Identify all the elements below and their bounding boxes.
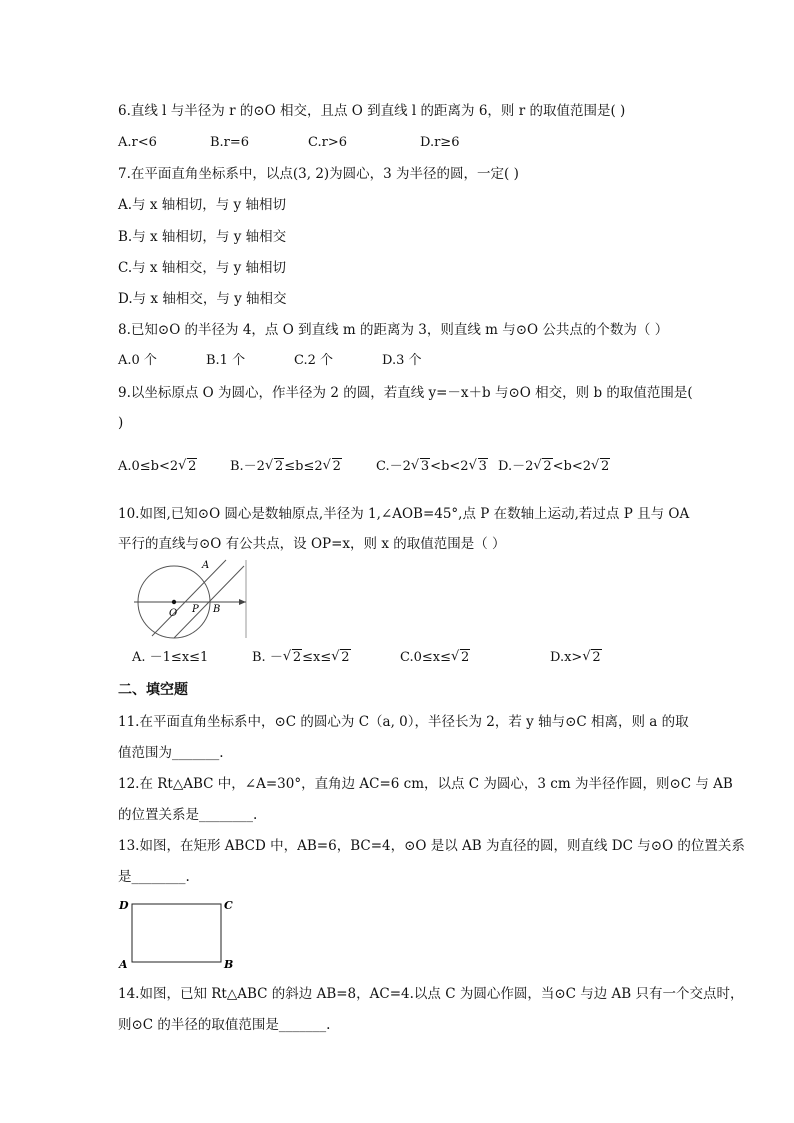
q8-stem: 8.已知⊙O 的半径为 4，点 O 到直线 m 的距离为 3，则直线 m 与⊙O 公共点的个数为（ ） [118, 322, 669, 338]
label-b: B [224, 958, 234, 970]
sqrt-symbol: √ 2 [582, 649, 601, 667]
q14-line1: 14.如图，已知 Rt△ABC 的斜边 AB=8，AC=4.以点 C 为圆心作圆，当⊙C 与边 AB 只有一个交点时， [118, 986, 744, 1002]
label-d: D [119, 899, 129, 912]
q13-figure [116, 896, 240, 970]
q9-option-b: B.－2√ 2≤b≤2√ 2 [230, 458, 342, 476]
q10-stem-line1: 10.如图,已知⊙O 圆心是数轴原点,半径为 1,∠AOB=45°,点 P 在数轴上运动,若过点 P 且与 OA [118, 506, 690, 522]
q11-line2: 值范围为_______. [118, 745, 224, 761]
q8-option-b: B.1 个 [206, 353, 246, 368]
q6-stem: 6.直线 l 与半径为 r 的⊙O 相交，且点 O 到直线 l 的距离为 6，则 r 的取值范围是( ) [118, 103, 626, 119]
sqrt-symbol: √ 2 [451, 649, 470, 667]
q6-option-a: A.r<6 [118, 135, 157, 150]
sqrt-symbol: √ 2 [331, 649, 350, 667]
section-heading: 二、填空题 [118, 682, 188, 698]
q7-stem: 7.在平面直角坐标系中，以点(3, 2)为圆心，3 为半径的圆，一定( ) [118, 166, 519, 182]
label-a: A [202, 560, 210, 571]
q13-line2: 是________. [118, 869, 190, 885]
q10-option-c: C.0≤x≤√ 2 [400, 649, 470, 667]
q10-figure [126, 558, 256, 642]
label-a: A [119, 958, 128, 970]
q12-line2: 的位置关系是________. [118, 807, 258, 823]
sqrt-symbol: √ 2 [323, 458, 342, 476]
q11-line1: 11.在平面直角坐标系中，⊙C 的圆心为 C（a, 0），半径长为 2，若 y 轴与⊙C 相离，则 a 的取 [118, 714, 689, 730]
line-oa [152, 560, 226, 636]
sqrt-symbol: √ 3 [411, 458, 430, 476]
q9-stem-line2: ) [118, 415, 124, 431]
label-o: O [169, 608, 178, 619]
q14-line2: 则⊙C 的半径的取值范围是_______. [118, 1017, 331, 1033]
q12-line1: 12.在 Rt△ABC 中，∠A=30°，直角边 AC=6 cm，以点 C 为圆心，3 cm 为半径作圆，则⊙C 与 AB [118, 776, 733, 792]
q7-option-b: B.与 x 轴相切，与 y 轴相交 [118, 229, 287, 245]
sqrt-symbol: √ 2 [591, 458, 610, 476]
q13-line1: 13.如图，在矩形 ABCD 中，AB=6，BC=4，⊙O 是以 AB 为直径的圆，则直线 DC 与⊙O 的位置关系 [118, 838, 745, 854]
sqrt-symbol: √ 3 [469, 458, 488, 476]
rectangle-abcd [132, 904, 221, 962]
q6-option-c: C.r>6 [308, 135, 347, 150]
sqrt-symbol: √ 2 [533, 458, 552, 476]
q7-option-c: C.与 x 轴相交，与 y 轴相切 [118, 260, 287, 276]
q10-option-b: B. －√ 2≤x≤√ 2 [252, 649, 351, 667]
label-p: P [192, 604, 199, 615]
q8-option-d: D.3 个 [382, 353, 422, 368]
point-o [172, 600, 176, 604]
q7-option-a: A.与 x 轴相切，与 y 轴相切 [118, 197, 286, 213]
label-b: B [213, 604, 221, 615]
sqrt-symbol: √ 2 [265, 458, 284, 476]
sqrt-symbol: √ 2 [178, 458, 197, 476]
q8-option-c: C.2 个 [294, 353, 334, 368]
q9-option-c: C.－2√ 3<b<2√ 3 [376, 458, 488, 476]
q9-option-a: A.0≤b<2√ 2 [118, 458, 197, 476]
q8-option-a: A.0 个 [118, 353, 157, 368]
label-c: C [224, 899, 233, 912]
q10-option-d: D.x>√ 2 [550, 649, 602, 667]
axis-arrow [239, 599, 246, 605]
q10-option-a: A. －1≤x≤1 [132, 650, 209, 665]
q9-stem-line1: 9.以坐标原点 O 为圆心，作半径为 2 的圆，若直线 y=－x＋b 与⊙O 相交，则 b 的取值范围是( [118, 385, 693, 401]
q7-option-d: D.与 x 轴相交，与 y 轴相交 [118, 291, 287, 307]
q10-stem-line2: 平行的直线与⊙O 有公共点，设 OP=x，则 x 的取值范围是（ ） [118, 536, 506, 552]
q6-option-d: D.r≥6 [420, 135, 460, 150]
sqrt-symbol: √ 2 [283, 649, 302, 667]
q9-option-d: D.－2√ 2<b<2√ 2 [498, 458, 610, 476]
q6-option-b: B.r=6 [210, 135, 250, 150]
